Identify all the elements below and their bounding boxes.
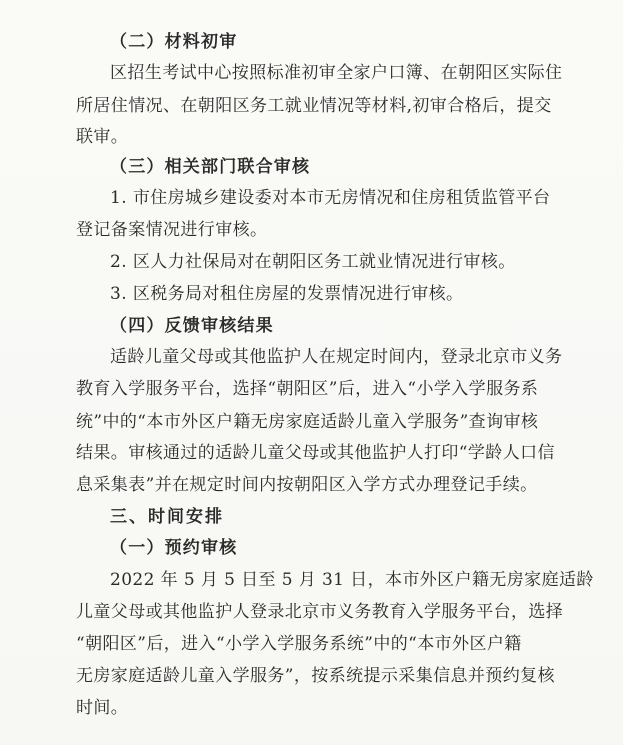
subsection-heading-appointment: （一）预约审核 bbox=[110, 538, 238, 558]
list-item-3: 3. 区税务局对租住房屋的发票情况进行审核。 bbox=[110, 284, 464, 304]
paragraph-line: 适龄儿童父母或其他监护人在规定时间内，登录北京市义务 bbox=[110, 347, 563, 367]
paragraph-line: 2022 年 5 月 5 日至 5 月 31 日，本市外区户籍无房家庭适龄 bbox=[110, 570, 594, 590]
list-item-2: 2. 区人力社保局对在朝阳区务工就业情况进行审核。 bbox=[110, 252, 516, 272]
section-heading-materials-review: （二）材料初审 bbox=[110, 32, 238, 52]
paragraph-line: 统”中的“本市外区户籍无房家庭适龄儿童入学服务”查询审核 bbox=[76, 412, 539, 432]
paragraph-line: 息采集表”并在规定时间内按朝阳区入学方式办理登记手续。 bbox=[76, 475, 538, 495]
section-heading-schedule: 三、时间安排 bbox=[110, 507, 224, 527]
paragraph-line: 联审。 bbox=[76, 127, 129, 147]
paragraph-line: 区招生考试中心按照标准初审全家户口簿、在朝阳区实际住 bbox=[110, 63, 563, 83]
section-heading-feedback: （四）反馈审核结果 bbox=[110, 316, 274, 336]
list-item-1-line: 1. 市住房城乡建设委对本市无房情况和住房租赁监管平台 bbox=[110, 188, 551, 208]
paragraph-line: 无房家庭适龄儿童入学服务”，按系统提示采集信息并预约复核 bbox=[76, 666, 555, 686]
paragraph-line: 所居住情况、在朝阳区务工就业情况等材料,初审合格后，提交 bbox=[76, 96, 552, 116]
list-item-1-line: 登记备案情况进行审核。 bbox=[76, 220, 268, 240]
paragraph-line: 教育入学服务平台，选择“朝阳区”后，进入“小学入学服务系 bbox=[76, 379, 539, 399]
section-heading-joint-review: （三）相关部门联合审核 bbox=[110, 157, 311, 177]
paragraph-line: 时间。 bbox=[76, 698, 129, 718]
paragraph-line: 结果。审核通过的适龄儿童父母或其他监护人打印“学龄人口信 bbox=[76, 443, 555, 463]
paragraph-line: “朝阳区”后，进入“小学入学服务系统”中的“本市外区户籍 bbox=[76, 634, 522, 654]
paragraph-line: 儿童父母或其他监护人登录北京市义务教育入学服务平台，选择 bbox=[76, 602, 564, 622]
